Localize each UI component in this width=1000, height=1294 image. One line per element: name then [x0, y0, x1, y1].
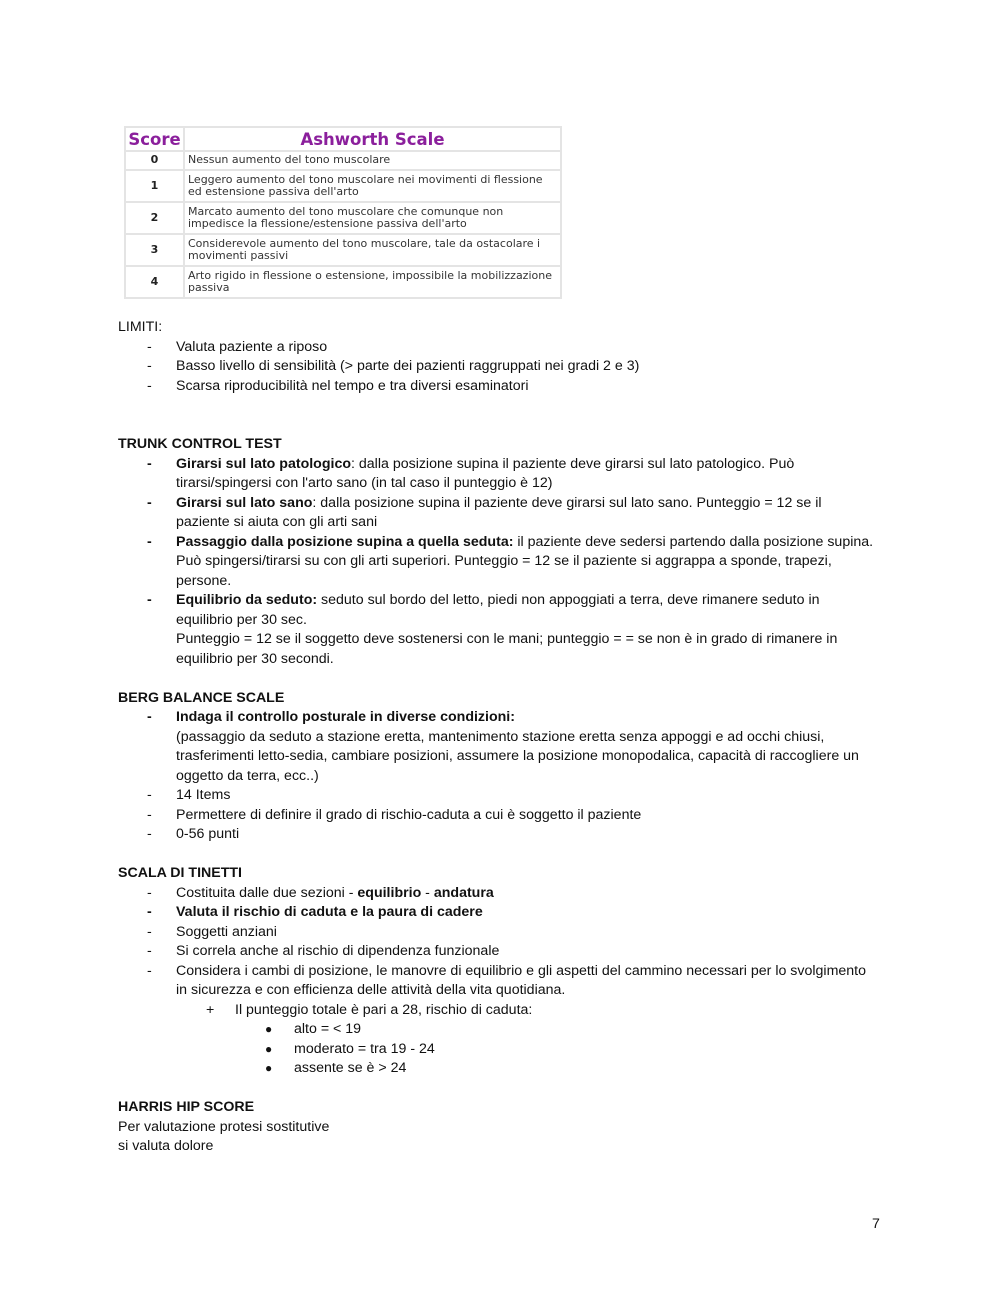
harris-line: Per valutazione protesi sostitutive [118, 1118, 330, 1135]
list-item [118, 786, 878, 806]
harris-line: si valuta dolore [118, 1138, 214, 1154]
trunk-list [118, 455, 878, 670]
bullet-marker: ● [265, 1061, 273, 1075]
dash-marker: - [147, 592, 152, 608]
bullet-marker: ● [265, 1041, 273, 1056]
list-item [118, 903, 878, 923]
tinetti-list [118, 884, 878, 1079]
item-text: il paziente deve sedersi partendo dalla posizione supina. Può spingersi/tirarsi su con gli arti superiori. Punteggio = 12 se il paziente si aggrappa a sponde, trapezi, persone. [176, 533, 874, 589]
dash-marker: - [147, 943, 152, 959]
list-item [118, 825, 878, 845]
score-header: Score [126, 128, 183, 150]
page-number: 7 [872, 1216, 880, 1232]
list-item [118, 533, 878, 592]
berg-list [118, 708, 878, 845]
list-item [118, 708, 878, 786]
table-row [126, 152, 560, 169]
item-bold-text: equilibrio [357, 884, 422, 901]
dash-marker: - [147, 377, 152, 394]
list-item-text: Il punteggio totale è pari a 28, rischio di caduta: [235, 1001, 533, 1018]
score-sublist [176, 1001, 878, 1079]
dash-marker: - [147, 338, 152, 355]
dash-marker: - [147, 923, 152, 940]
harris-heading: HARRIS HIP SCORE [118, 1099, 255, 1115]
table-header-row [126, 128, 560, 150]
list-item-text: Scarsa riproducibilità nel tempo e tra diversi esaminatori [176, 377, 529, 394]
list-item [118, 884, 878, 904]
score-cell: 0 [126, 152, 183, 169]
item-bold-text: Girarsi sul lato patologico [176, 455, 352, 472]
limiti-heading: LIMITI: [118, 319, 163, 335]
list-item-text: 0-56 punti [176, 826, 240, 842]
list-item [118, 455, 878, 494]
dash-marker: - [147, 709, 152, 725]
description-cell: Considerevole aumento del tono muscolare, tale da ostacolare i movimenti passivi [185, 235, 560, 265]
dash-marker: - [147, 962, 152, 979]
list-item-text: moderato = tra 19 - 24 [294, 1040, 435, 1057]
table-row [126, 267, 560, 297]
item-extra-text: Punteggio = 12 se il soggetto deve sostenersi con le mani; punteggio = = se non è in grado di rimanere in equilibrio per 30 secondi. [176, 631, 838, 667]
list-item-text: Considera i cambi di posizione, le manovre di equilibrio e gli aspetti del cammino necessari per lo svolgimento in sicurezza e con efficienza delle attività della vita quotidiana. [176, 962, 867, 998]
item-bold-text: Passaggio dalla posizione supina a quella seduta: [176, 533, 514, 550]
item-bold-text: andatura [433, 884, 494, 901]
list-item [118, 338, 878, 358]
dash-marker: - [147, 533, 152, 550]
list-item [118, 942, 878, 962]
dash-marker: - [147, 806, 152, 823]
dash-marker: - [147, 358, 152, 374]
dash-marker: - [147, 826, 152, 842]
description-cell: Marcato aumento del tono muscolare che comunque non impedisce la flessione/estensione passiva dell'arto [185, 203, 560, 233]
dash-marker: - [147, 455, 152, 472]
dash-marker: - [147, 494, 152, 511]
ashworth-scale-table [124, 126, 562, 299]
item-text: : dalla posizione supina il paziente deve girarsi sul lato patologico. Può tirarsi/spingersi con l'arto sano (in tal caso il punteggio è 12) [176, 455, 795, 491]
dash-marker: - [147, 904, 152, 920]
dash-marker: - [147, 787, 152, 803]
bullet-marker: ● [265, 1022, 273, 1036]
list-item [176, 1001, 878, 1079]
list-item-text: 14 Items [176, 787, 231, 803]
limiti-list [118, 338, 878, 397]
tinetti-heading: SCALA DI TINETTI [118, 865, 243, 881]
item-text: - [421, 884, 434, 901]
list-item [118, 494, 878, 533]
description-cell: Nessun aumento del tono muscolare [185, 152, 560, 169]
list-item [235, 1059, 878, 1079]
list-item-text: alto = < 19 [294, 1021, 362, 1037]
description-cell: Arto rigido in flessione o estensione, impossibile la mobilizzazione passiva [185, 267, 560, 297]
score-cell: 1 [126, 171, 183, 201]
item-text: (passaggio da seduto a stazione eretta, mantenimento stazione eretta senza appoggi e ad occhi chiusi, trasferimenti letto-sedia, cambiare posizioni, assumere la posizione monopodalica, capacità di raccogliere un oggetto da terra, ecc..) [176, 728, 859, 784]
berg-heading: BERG BALANCE SCALE [118, 689, 285, 706]
item-bold-text: Girarsi sul lato sano [176, 494, 313, 511]
dash-marker: - [147, 884, 152, 901]
list-item [118, 923, 878, 943]
trunk-control-heading: TRUNK CONTROL TEST [118, 436, 282, 452]
item-text: seduto sul bordo del letto, piedi non appoggiati a terra, deve rimanere seduto in equilibrio per 30 sec. [176, 592, 820, 628]
list-item-text: Soggetti anziani [176, 923, 277, 940]
list-item [118, 962, 878, 1079]
list-item [235, 1040, 878, 1060]
score-cell: 3 [126, 235, 183, 265]
item-bold-text: Indaga il controllo posturale in diverse condizioni: [176, 709, 515, 725]
description-cell: Leggero aumento del tono muscolare nei movimenti di flessione ed estensione passiva dell'arto [185, 171, 560, 201]
list-item-text: Basso livello di sensibilità (> parte dei pazienti raggruppati nei gradi 2 e 3) [176, 358, 640, 374]
list-item-text: assente se è > 24 [294, 1060, 407, 1076]
list-item-text: Valuta paziente a riposo [176, 338, 328, 355]
risk-bullet-list [235, 1020, 878, 1079]
list-item [235, 1020, 878, 1040]
item-text: : dalla posizione supina il paziente deve girarsi sul lato sano. Punteggio = 12 se il paziente si aiuta con gli arti sani [176, 494, 822, 530]
plus-marker: + [206, 1001, 215, 1018]
item-text: Costituita dalle due sezioni - [176, 884, 358, 901]
table-row [126, 235, 560, 265]
document-body [118, 318, 878, 1157]
score-cell: 4 [126, 267, 183, 297]
table-row [126, 171, 560, 201]
ashworth-header: Ashworth Scale [185, 128, 560, 150]
item-bold-text: Equilibrio da seduto: [176, 592, 318, 608]
list-item [118, 377, 878, 397]
score-cell: 2 [126, 203, 183, 233]
list-item [118, 357, 878, 377]
list-item [118, 591, 878, 669]
list-item [118, 806, 878, 826]
table-row [126, 203, 560, 233]
item-bold-text: Valuta il rischio di caduta e la paura di cadere [176, 904, 483, 920]
list-item-text: Si correla anche al rischio di dipendenza funzionale [176, 943, 500, 959]
list-item-text: Permettere di definire il grado di rischio-caduta a cui è soggetto il paziente [176, 806, 642, 823]
